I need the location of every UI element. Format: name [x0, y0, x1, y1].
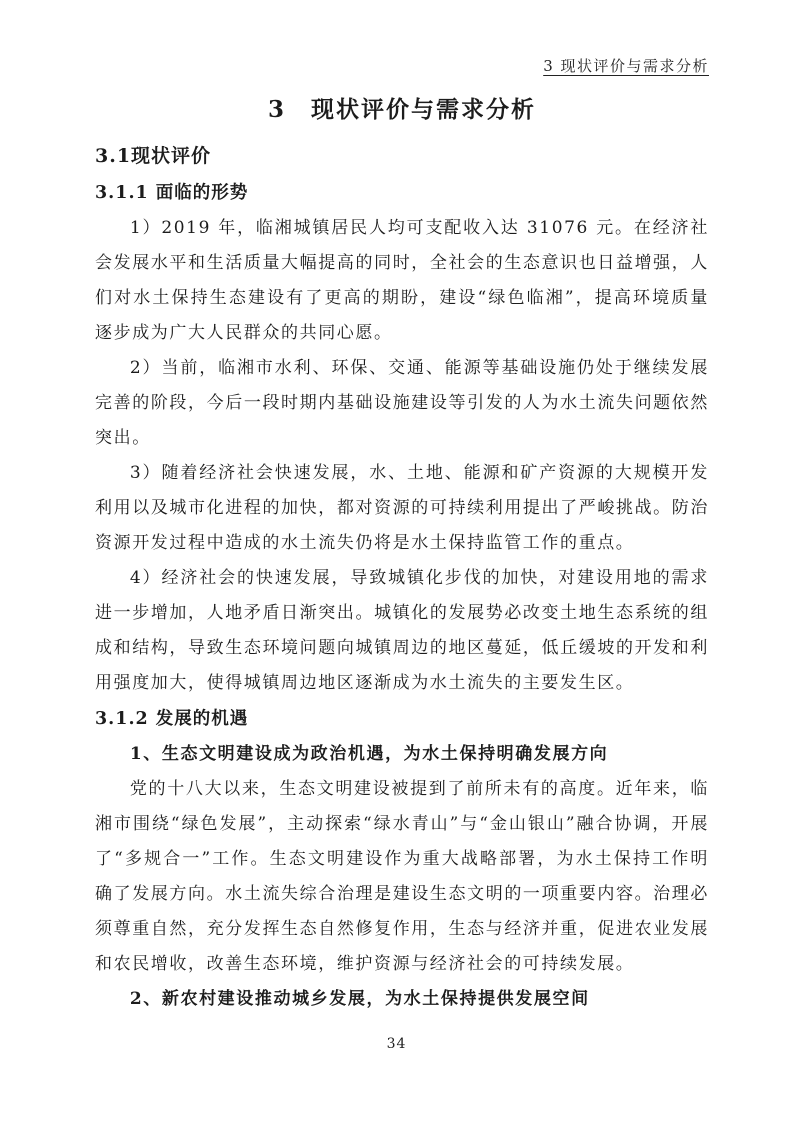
running-header-text: 3 现状评价与需求分析	[543, 57, 709, 75]
section-heading-3-1: 3.1现状评价	[95, 145, 212, 167]
subheading-1: 1、生态文明建设成为政治机遇，为水土保持明确发展方向	[129, 744, 609, 764]
paragraph-1: 1）2019 年，临湘城镇居民人均可支配收入达 31076 元。在经济社会发展水平和生活质量大幅提高的同时，全社会的生态意识也日益增强，人们对水土保持生态建设有了更高的期盼，建设“绿色临湘”，提高环境质量逐步成为广大人民群众的共同心愿。	[95, 218, 709, 343]
running-header	[95, 55, 709, 77]
page-number: 34	[386, 1036, 407, 1052]
paragraph-3: 3）随着经济社会快速发展，水、土地、能源和矿产资源的大规模开发利用以及城市化进程的加快，都对资源的可持续利用提出了严峻挑战。防治资源开发过程中造成的水土流失仍将是水土保持监管工作的重点。	[95, 463, 709, 553]
paragraph-5: 党的十八大以来，生态文明建设被提到了前所未有的高度。近年来，临湘市围绕“绿色发展”，主动探索“绿水青山”与“金山银山”融合协调，开展了“多规合一”工作。生态文明建设作为重大战略部署，为水土保持工作明确了发展方向。水土流失综合治理是建设生态文明的一项重要内容。治理必须尊重自然，充分发挥生态自然修复作用，生态与经济并重，促进农业发展和农民增收，改善生态环境，维护资源与经济社会的可持续发展。	[95, 779, 709, 974]
section-heading-3-1-2: 3.1.2 发展的机遇	[95, 709, 249, 729]
paragraph-2: 2）当前，临湘市水利、环保、交通、能源等基础设施仍处于继续发展完善的阶段，今后一段时期内基础设施建设等引发的人为水土流失问题依然突出。	[95, 358, 709, 448]
chapter-title: 3 现状评价与需求分析	[267, 96, 536, 123]
subheading-2: 2、新农村建设推动城乡发展，为水土保持提供发展空间	[129, 989, 590, 1009]
paragraph-4: 4）经济社会的快速发展，导致城镇化步伐的加快，对建设用地的需求进一步增加，人地矛盾日渐突出。城镇化的发展势必改变土地生态系统的组成和结构，导致生态环境问题向城镇周边的地区蔓延，低丘缓坡的开发和利用强度加大，使得城镇周边地区逐渐成为水土流失的主要发生区。	[95, 568, 709, 693]
section-heading-3-1-1: 3.1.1 面临的形势	[95, 183, 249, 203]
